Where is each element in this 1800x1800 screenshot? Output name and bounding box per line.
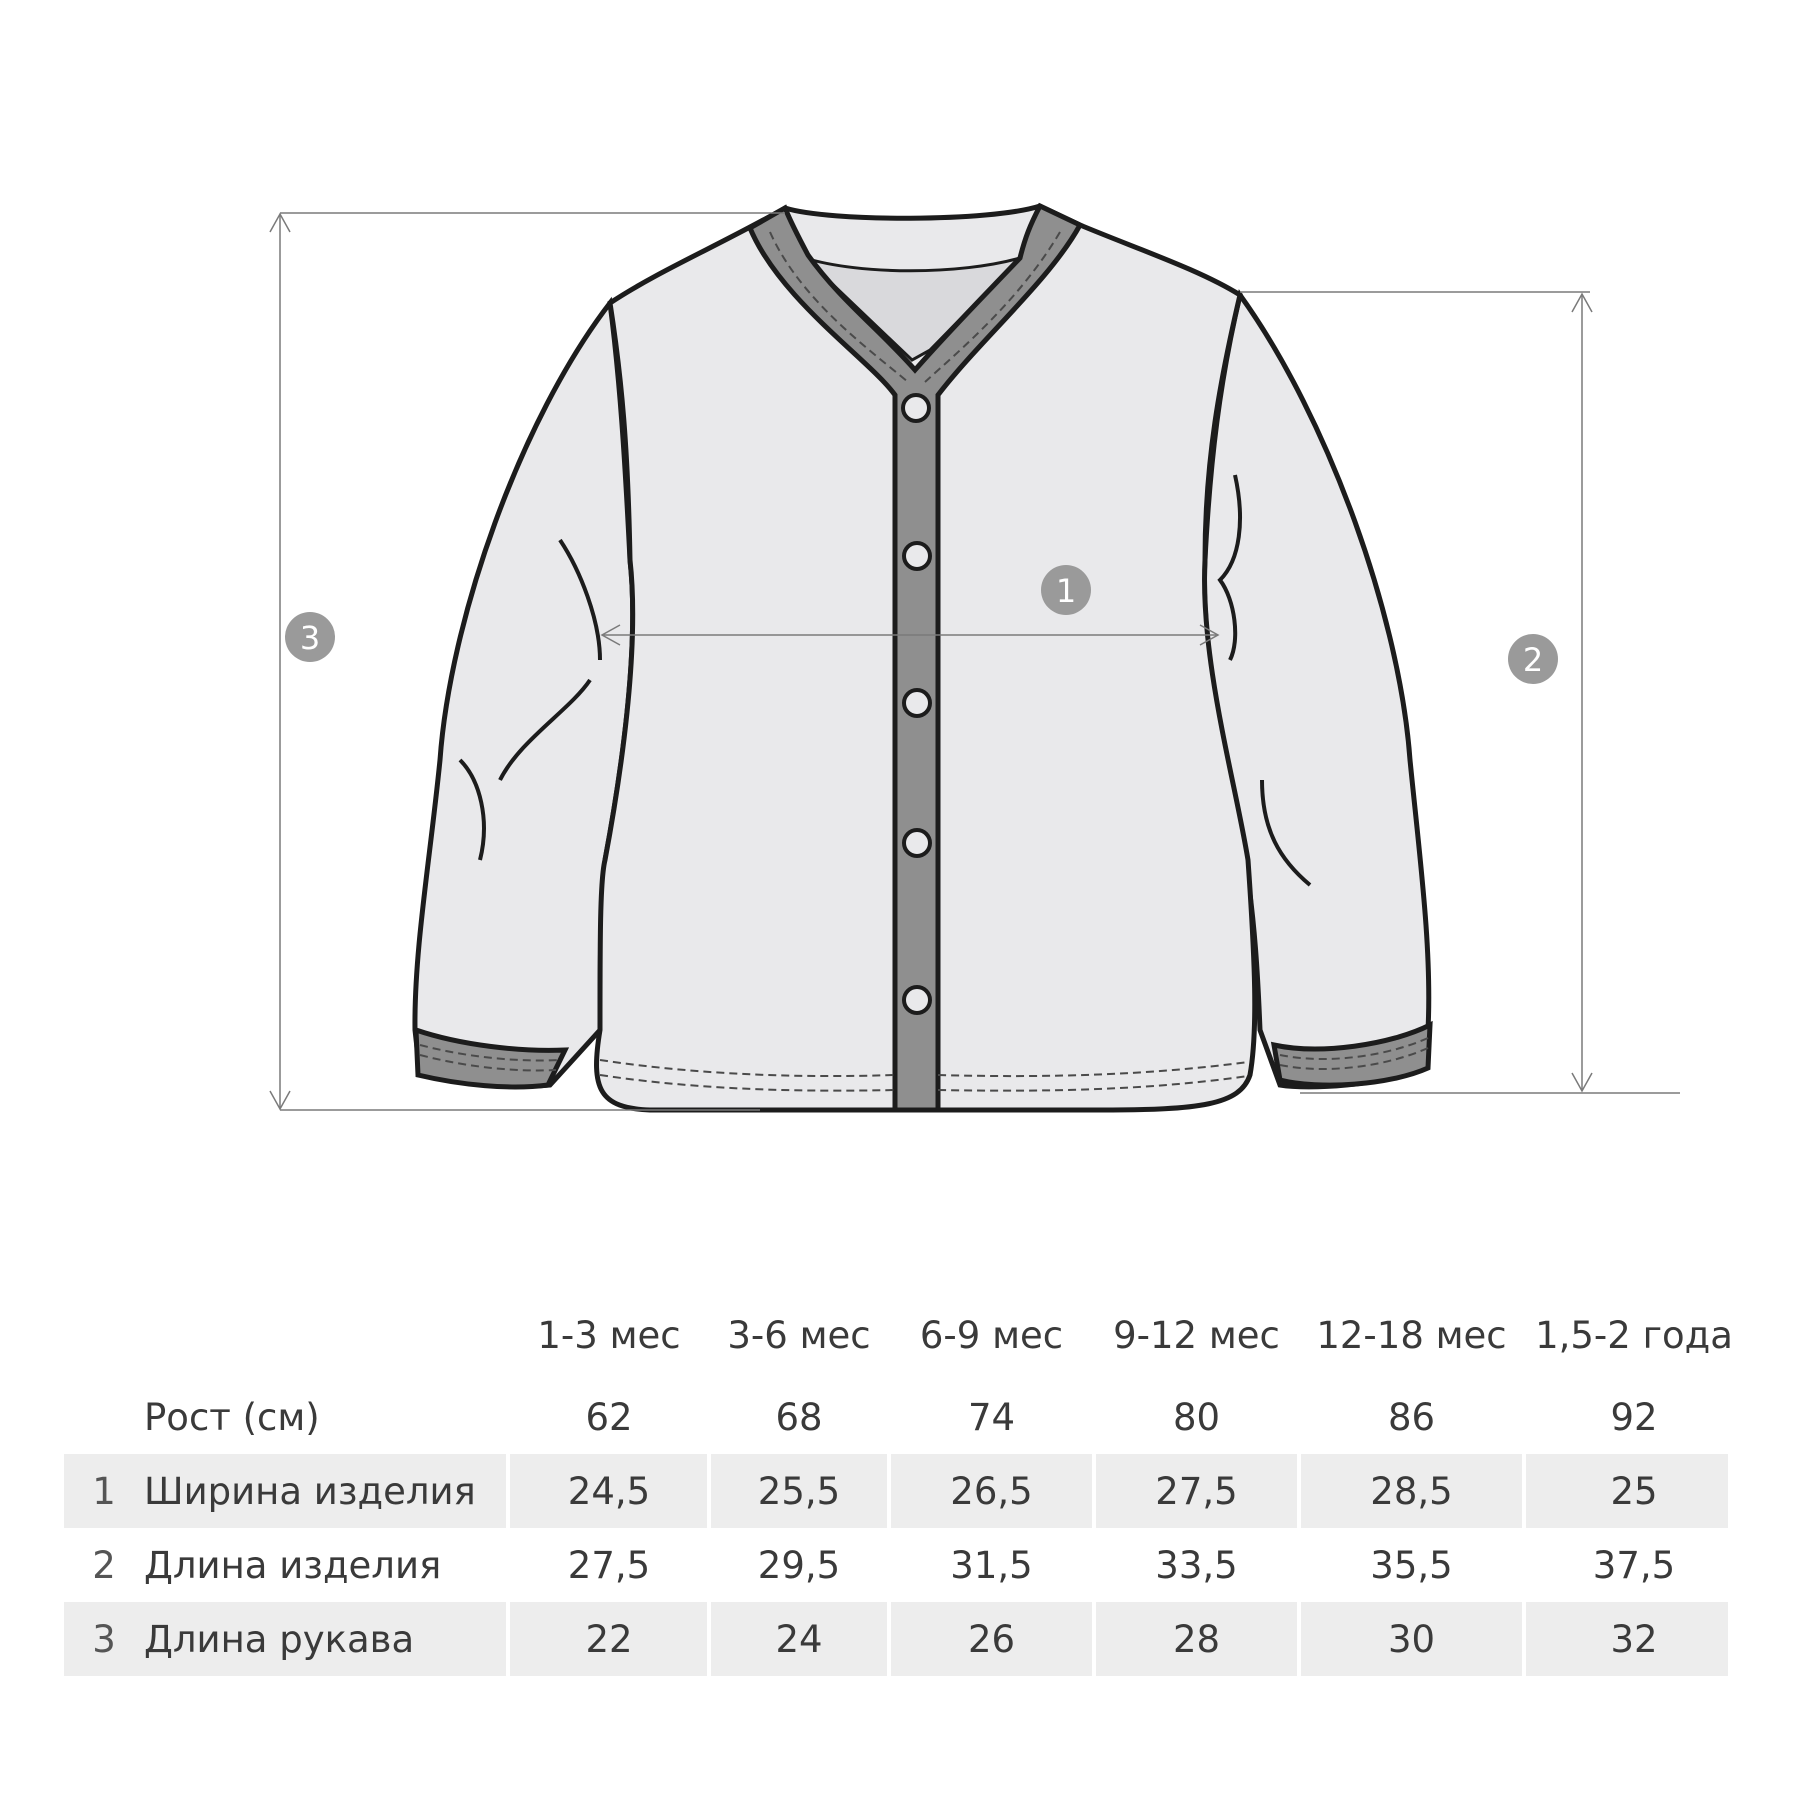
table-cell: 26,5 — [950, 1469, 1033, 1513]
table-cell: 25 — [1610, 1469, 1658, 1513]
button — [904, 690, 930, 716]
row-number: 1 — [92, 1469, 116, 1513]
badge-3 — [285, 612, 335, 662]
column-header: 1,5-2 года — [1535, 1313, 1733, 1357]
table-row — [64, 1380, 1728, 1454]
row-number — [64, 1380, 144, 1454]
badge-3-label: 3 — [299, 619, 321, 657]
size-table — [64, 1290, 1733, 1676]
table-cell: 35,5 — [1370, 1543, 1453, 1587]
button — [903, 395, 929, 421]
table-cell: 22 — [585, 1617, 633, 1661]
badge-1-label: 1 — [1055, 572, 1077, 610]
cardigan-illustration — [415, 206, 1430, 1110]
table-cell: 27,5 — [1155, 1469, 1238, 1513]
row-number: 3 — [92, 1617, 116, 1661]
table-cell: 24 — [775, 1617, 823, 1661]
table-header-row — [64, 1290, 1733, 1380]
column-header: 1-3 мес — [537, 1313, 681, 1357]
badge-2-label: 2 — [1522, 641, 1544, 679]
table-cell: 86 — [1387, 1395, 1436, 1439]
row-label: Ширина изделия — [144, 1469, 476, 1513]
badge-2 — [1508, 634, 1558, 684]
table-cell: 24,5 — [567, 1469, 651, 1513]
table-row — [64, 1528, 1728, 1602]
table-cell: 37,5 — [1592, 1543, 1676, 1587]
button — [904, 987, 930, 1013]
table-cell: 28 — [1172, 1617, 1221, 1661]
row-label: Рост (см) — [144, 1395, 320, 1439]
table-cell: 29,5 — [757, 1543, 841, 1587]
column-header: 12-18 мес — [1316, 1313, 1507, 1357]
column-header: 6-9 мес — [919, 1313, 1064, 1357]
table-cell: 25,5 — [757, 1469, 841, 1513]
row-label: Длина изделия — [144, 1543, 442, 1587]
button — [904, 543, 930, 569]
table-cell: 68 — [775, 1395, 823, 1439]
table-cell: 33,5 — [1155, 1543, 1238, 1587]
column-header: 9-12 мес — [1113, 1313, 1280, 1357]
table-cell: 80 — [1172, 1395, 1221, 1439]
table-row — [64, 1602, 1728, 1676]
table-cell: 26 — [967, 1617, 1016, 1661]
button — [904, 830, 930, 856]
table-cell: 32 — [1610, 1617, 1658, 1661]
table-cell: 74 — [967, 1395, 1016, 1439]
table-row — [64, 1454, 1728, 1528]
badge-1 — [1041, 565, 1091, 615]
table-cell: 30 — [1387, 1617, 1436, 1661]
table-cell: 28,5 — [1370, 1469, 1453, 1513]
row-number: 2 — [92, 1543, 116, 1587]
row-label: Длина рукава — [144, 1617, 415, 1661]
column-header: 3-6 мес — [727, 1313, 871, 1357]
table-cell: 62 — [585, 1395, 633, 1439]
table-cell: 27,5 — [567, 1543, 651, 1587]
table-cell: 31,5 — [950, 1543, 1033, 1587]
table-cell: 92 — [1610, 1395, 1658, 1439]
